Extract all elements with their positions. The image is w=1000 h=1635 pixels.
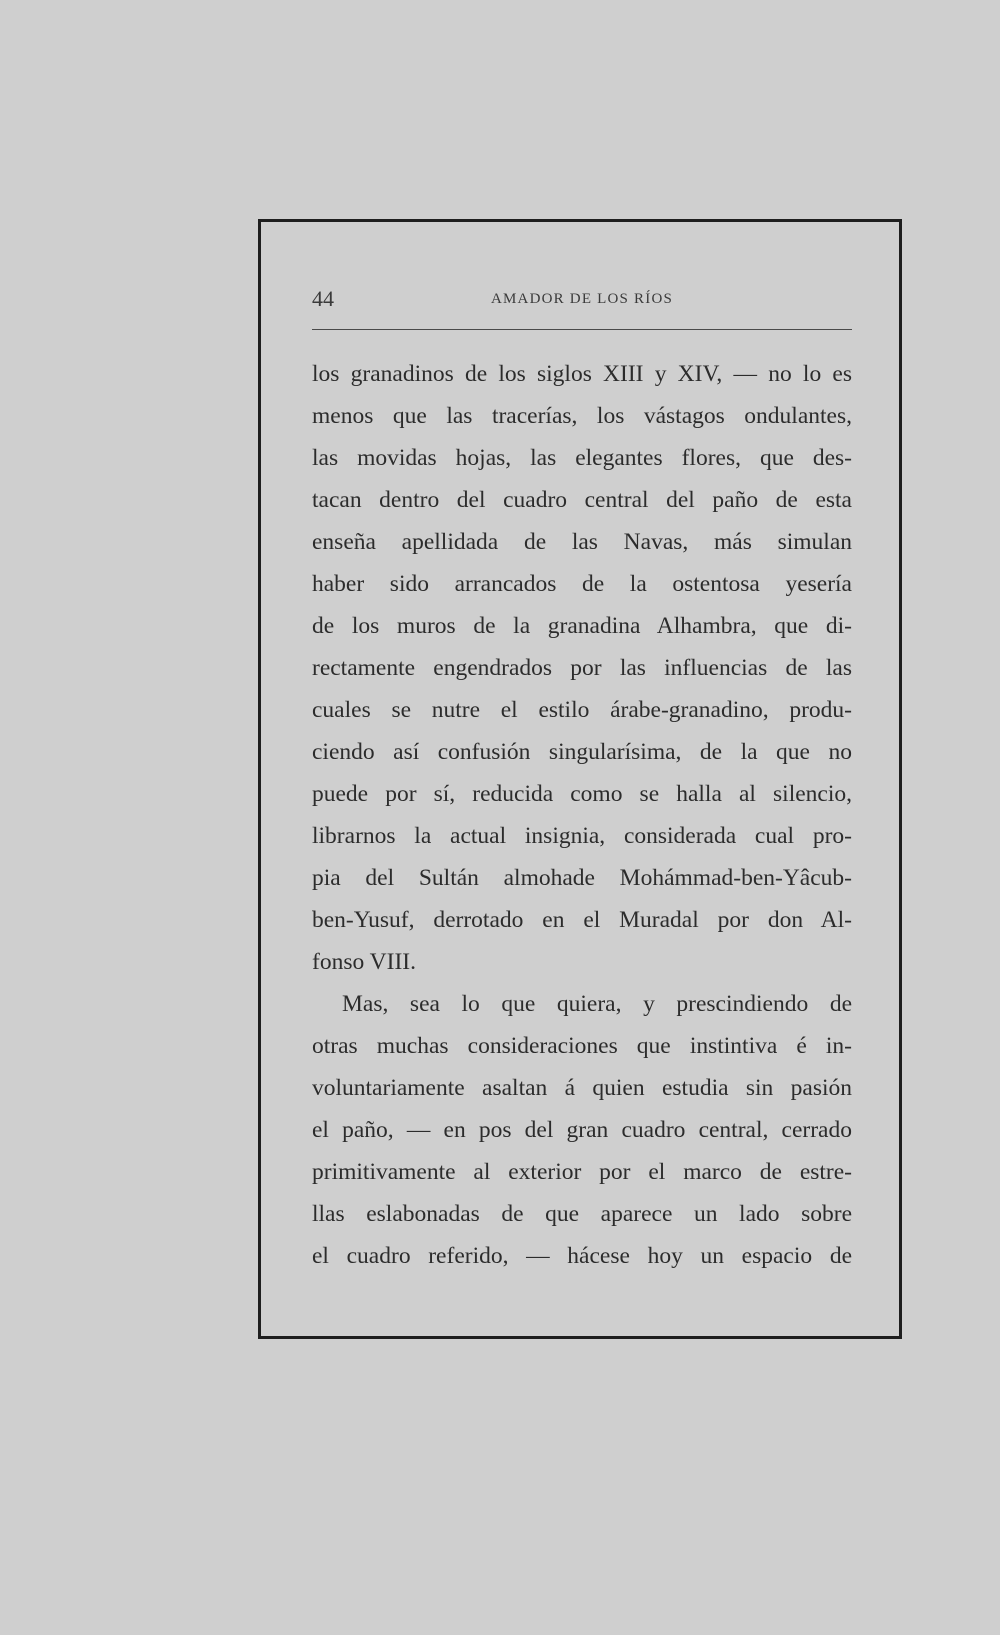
running-head: AMADOR DE LOS RÍOS	[490, 291, 674, 307]
text-line: cuales se nutre el estilo árabe-granadino, produ-	[312, 697, 852, 723]
text-line: ben-Yusuf, derrotado en el Muradal por don Al-	[312, 907, 852, 933]
text-line: haber sido arrancados de la ostentosa yesería	[312, 571, 852, 597]
text-line: tacan dentro del cuadro central del paño de esta	[312, 487, 852, 513]
text-line: pia del Sultán almohade Mohámmad-ben-Yâcub-	[312, 865, 852, 891]
text-line: fonso VIII.	[312, 949, 416, 975]
body-text	[312, 353, 852, 1277]
header-rule	[312, 329, 852, 330]
text-line: Mas, sea lo que quiera, y prescindiendo de	[342, 991, 852, 1017]
text-line: el cuadro referido, — hácese hoy un espacio de	[312, 1243, 852, 1269]
text-line: ciendo así confusión singularísima, de la que no	[312, 739, 852, 765]
text-line: las movidas hojas, las elegantes flores, que des-	[312, 445, 852, 471]
text-line: el paño, — en pos del gran cuadro central, cerrado	[312, 1117, 852, 1143]
paragraph-1	[312, 353, 852, 983]
paragraph-2	[312, 983, 852, 1277]
page-number: 44	[312, 286, 334, 311]
text-line: de los muros de la granadina Alhambra, que di-	[312, 613, 852, 639]
text-line: enseña apellidada de las Navas, más simulan	[312, 529, 852, 555]
text-line: otras muchas consideraciones que instintiva é in-	[312, 1033, 852, 1059]
text-line: puede por sí, reducida como se halla al silencio,	[312, 781, 852, 807]
text-line: los granadinos de los siglos XIII y XIV, — no lo es	[312, 361, 852, 387]
text-line: librarnos la actual insignia, considerada cual pro-	[312, 823, 852, 849]
page-header	[312, 286, 852, 316]
text-line: llas eslabonadas de que aparece un lado sobre	[312, 1201, 852, 1227]
text-line: primitivamente al exterior por el marco de estre-	[312, 1159, 852, 1185]
text-line: menos que las tracerías, los vástagos ondulantes,	[312, 403, 852, 429]
text-line: voluntariamente asaltan á quien estudia sin pasión	[312, 1075, 852, 1101]
text-line: rectamente engendrados por las influencias de las	[312, 655, 852, 681]
